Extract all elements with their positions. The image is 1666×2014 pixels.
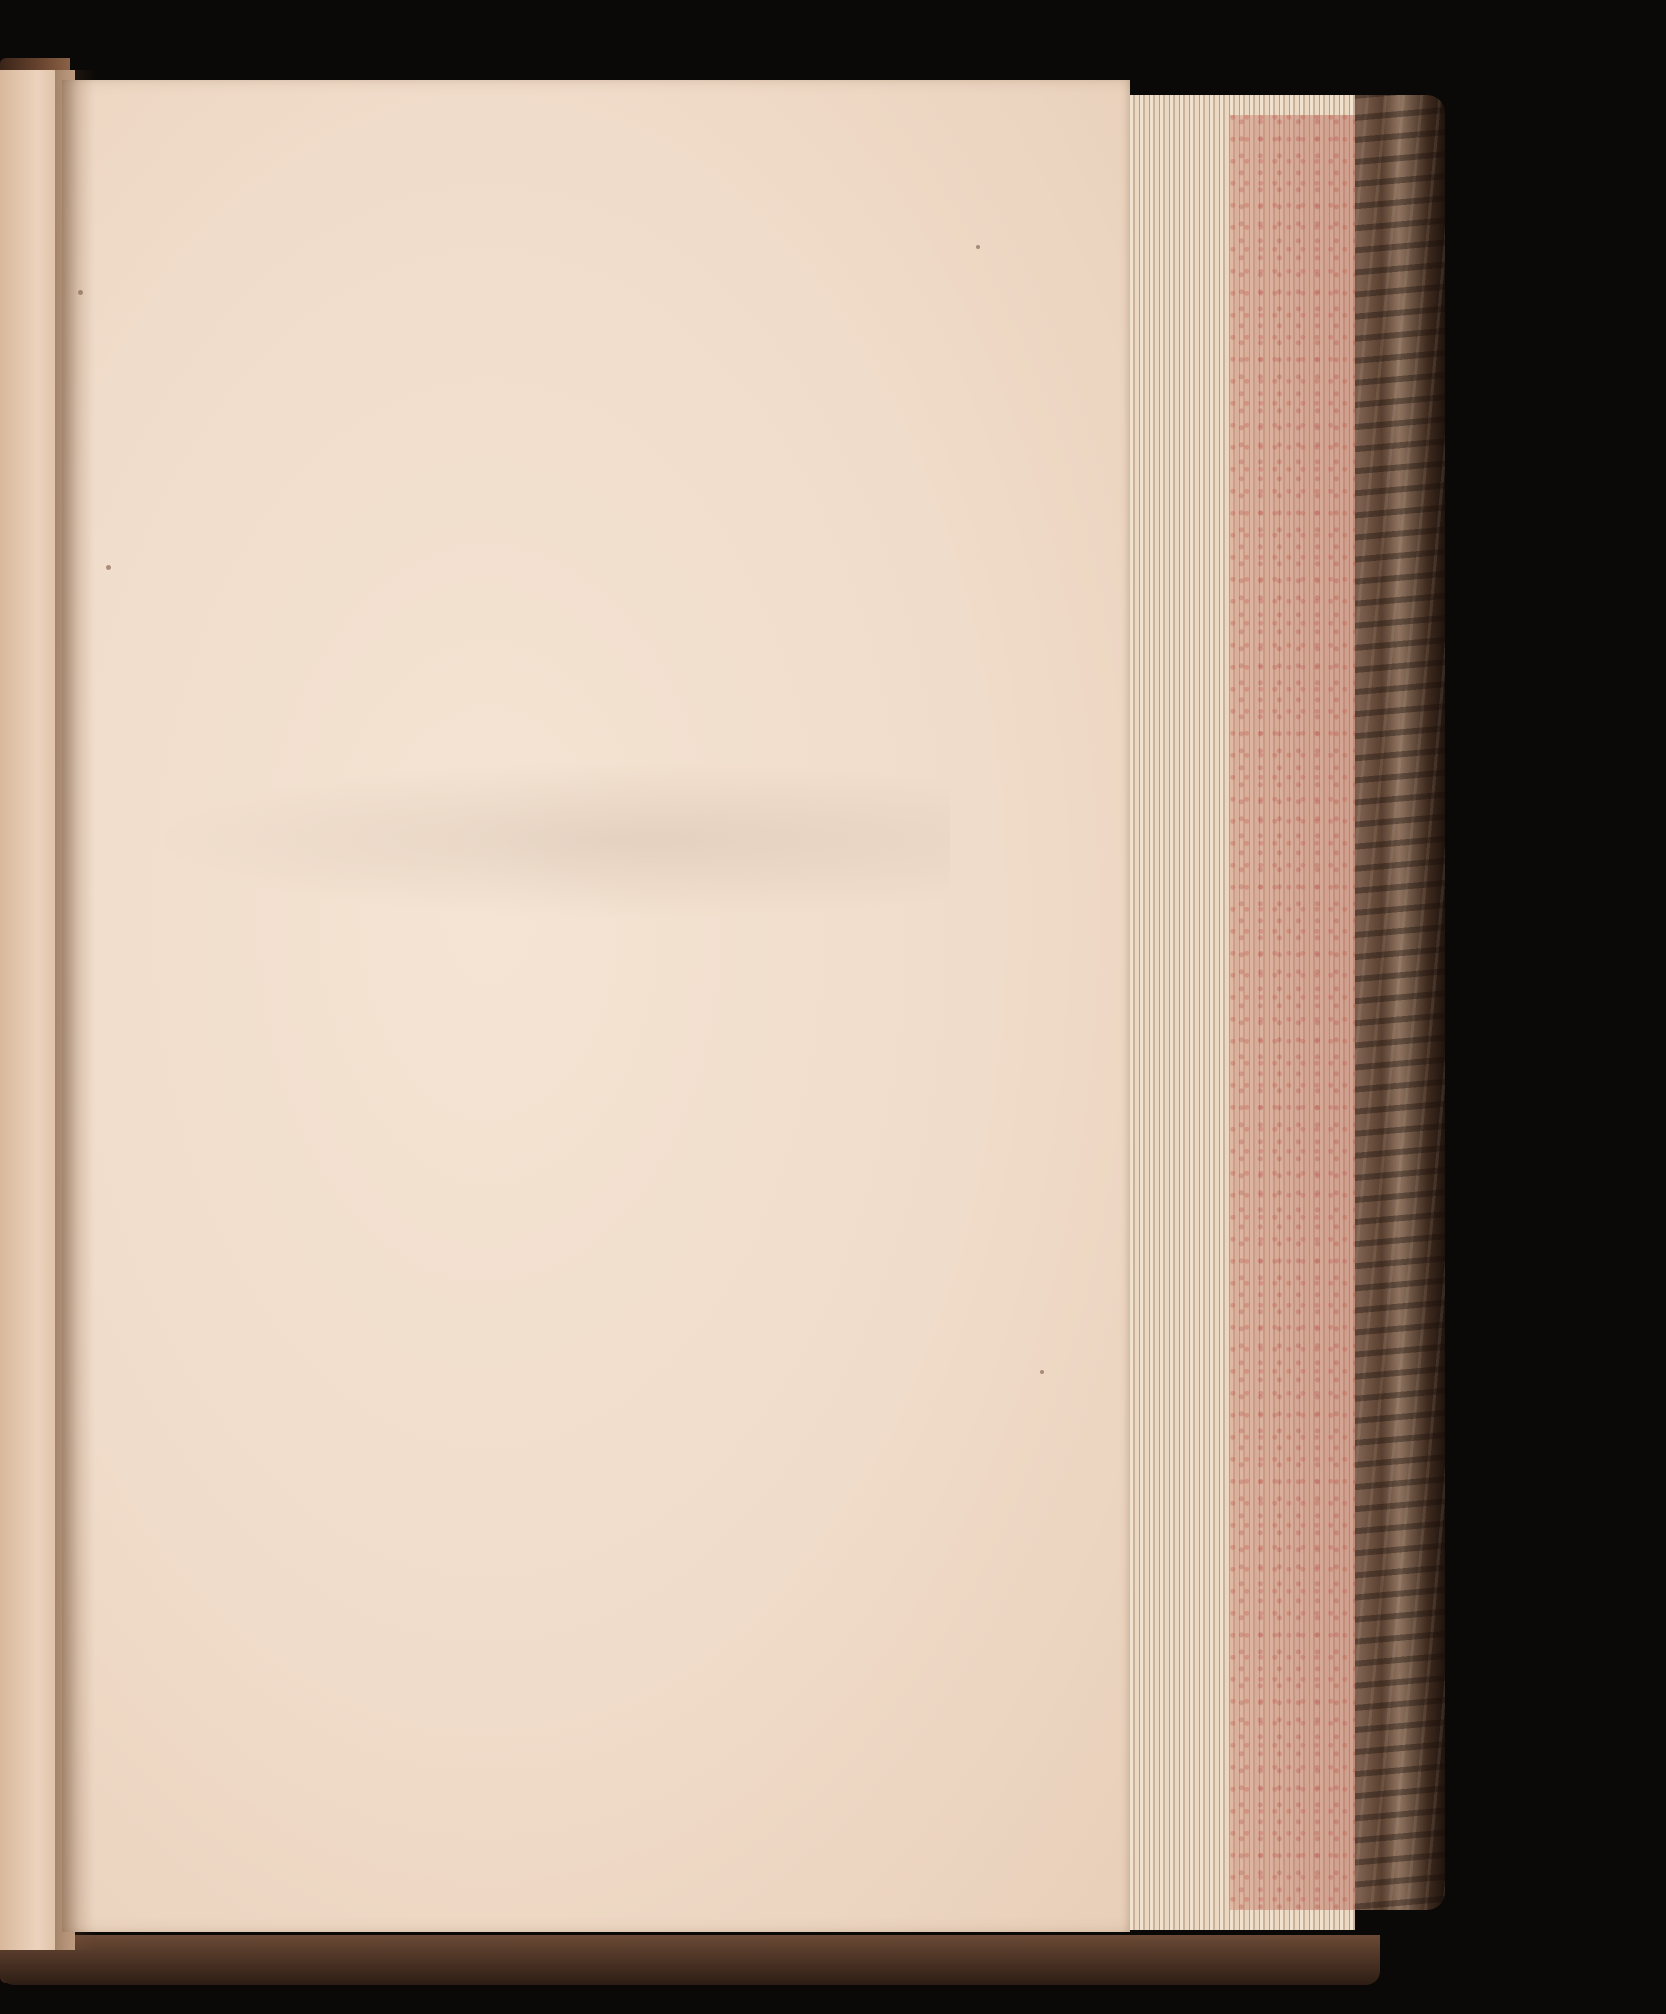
- page-fore-edge: [1130, 95, 1355, 1930]
- page-gutter-shadow: [55, 70, 95, 1950]
- show-through-shadow: [150, 760, 950, 920]
- book-page: [62, 80, 1130, 1932]
- page-speck: [1040, 1370, 1044, 1374]
- book-cover-bottom: [0, 1935, 1380, 1985]
- page-speck: [976, 245, 980, 249]
- page-speck: [106, 565, 111, 570]
- page-speck: [78, 290, 83, 295]
